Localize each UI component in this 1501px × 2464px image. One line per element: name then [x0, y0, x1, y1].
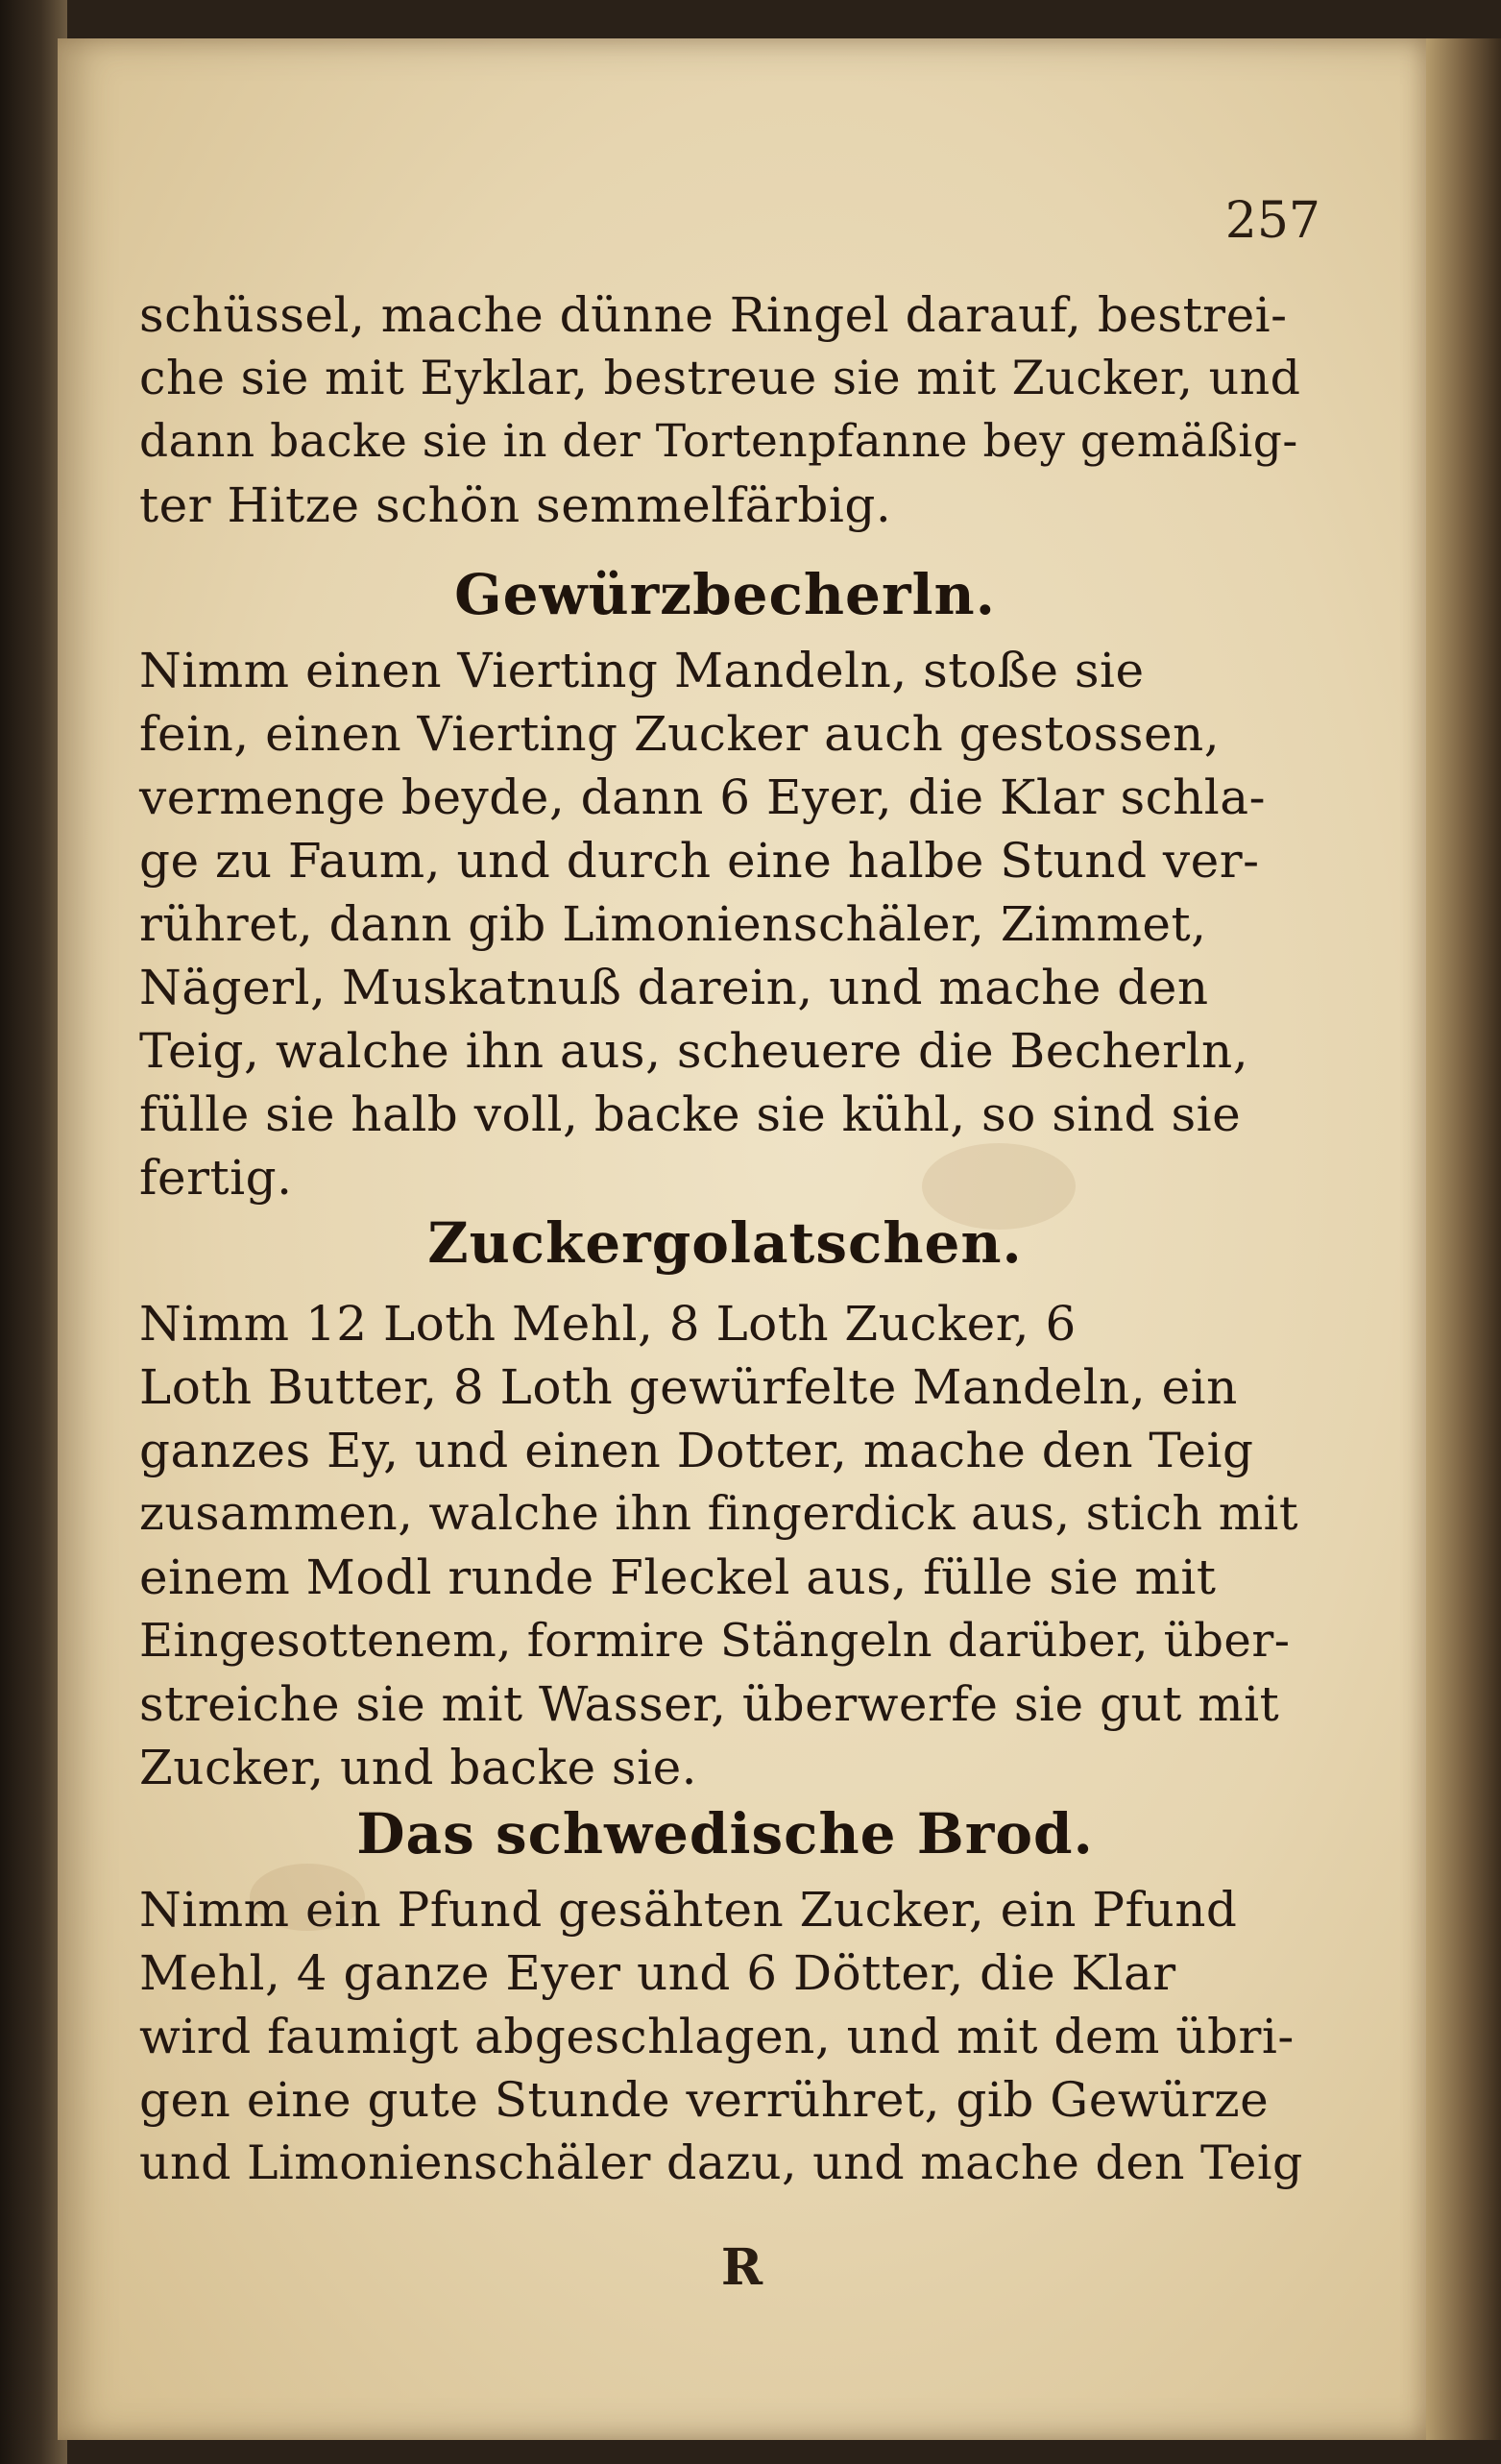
text-line: Zucker, und backe sie.	[139, 1740, 698, 1795]
signature-mark: R	[720, 2238, 763, 2297]
page-number: 257	[1224, 192, 1320, 250]
text-line: zusammen, walche ihn fingerdick aus, stich mit	[139, 1486, 1299, 1541]
text-line: Nägerl, Muskatnuß darein, und mache den	[139, 960, 1209, 1015]
text-line: schüssel, mache dünne Ringel darauf, bestrei-	[139, 287, 1288, 343]
text-line: che sie mit Eyklar, bestreue sie mit Zucker, und	[139, 351, 1301, 405]
section-paragraph	[139, 1292, 1311, 1799]
text-line: Nimm einen Vierting Mandeln, stoße sie	[139, 643, 1145, 698]
text-line: dann backe sie in der Tortenpfanne bey gemäßig-	[139, 415, 1298, 468]
text-line: Mehl, 4 ganze Eyer und 6 Dötter, die Klar	[139, 1945, 1176, 2001]
text-line: streiche sie mit Wasser, überwerfe sie gut mit	[139, 1676, 1280, 1732]
section-title: Gewürzbecherln.	[454, 562, 996, 627]
text-line: Loth Butter, 8 Loth gewürfelte Mandeln, ein	[139, 1359, 1238, 1415]
intro-paragraph	[139, 283, 1311, 537]
text-line: ter Hitze schön semmelfärbig.	[139, 477, 892, 533]
text-line: Teig, walche ihn aus, scheuere die Becherln,	[139, 1023, 1249, 1079]
text-line: ge zu Faum, und durch eine halbe Stund ver-	[139, 833, 1260, 889]
text-line: Nimm ein Pfund gesähten Zucker, ein Pfund	[139, 1882, 1238, 1938]
section-paragraph	[139, 639, 1311, 1209]
text-line: Eingesottenem, formire Stängeln darüber, über-	[139, 1614, 1291, 1668]
text-line: fertig.	[139, 1150, 293, 1206]
text-line: und Limonienschäler dazu, und mache den Teig	[139, 2135, 1303, 2190]
section-paragraph	[139, 1878, 1311, 2195]
text-line: vermenge beyde, dann 6 Eyer, die Klar schla-	[139, 769, 1267, 825]
text-line: Nimm 12 Loth Mehl, 8 Loth Zucker, 6	[139, 1296, 1077, 1352]
text-line: ganzes Ey, und einen Dotter, mache den Teig	[139, 1423, 1254, 1478]
book-page	[58, 38, 1426, 2440]
text-line: fülle sie halb voll, backe sie kühl, so sind sie	[139, 1086, 1242, 1142]
text-line: wird faumigt abgeschlagen, und mit dem übri-	[139, 2009, 1295, 2064]
text-line: gen eine gute Stunde verrühret, gib Gewürze	[139, 2072, 1270, 2128]
text-line: fein, einen Vierting Zucker auch gestossen,	[139, 706, 1221, 762]
text-line: einem Modl runde Fleckel aus, fülle sie mit	[139, 1549, 1217, 1605]
section-title: Das schwedische Brod.	[356, 1801, 1094, 1866]
text-line: rühret, dann gib Limonienschäler, Zimmet,	[139, 896, 1207, 952]
section-title: Zuckergolatschen.	[427, 1210, 1023, 1276]
page-edge	[1426, 38, 1501, 2440]
